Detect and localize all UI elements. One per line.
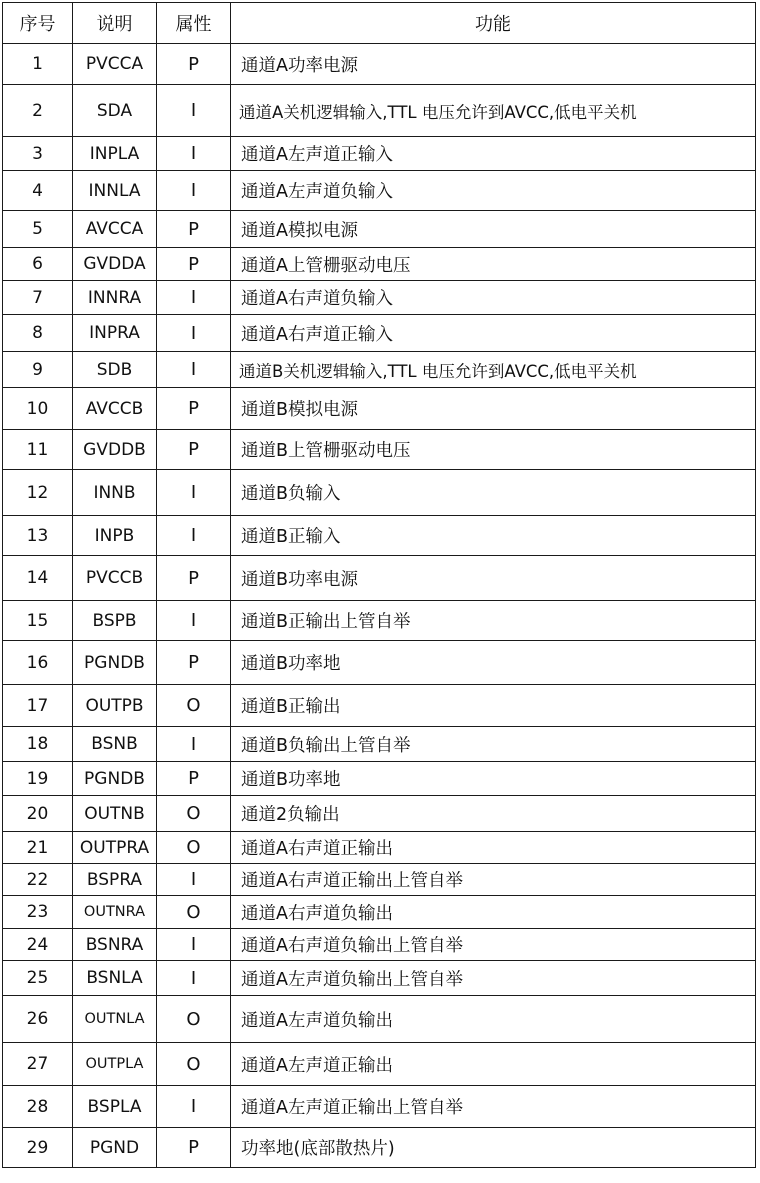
table-row [3, 137, 756, 171]
pin-attribute: O [157, 1043, 231, 1086]
pin-function: 通道A左声道正输入 [231, 137, 756, 171]
pin-name: BSPLA [73, 1086, 157, 1128]
pin-attribute: P [157, 762, 231, 796]
pin-attribute: I [157, 1086, 231, 1128]
pin-function: 通道B正输入 [231, 516, 756, 556]
pin-attribute: O [157, 685, 231, 727]
pin-function: 通道B功率地 [231, 641, 756, 685]
pin-name: GVDDA [73, 248, 157, 281]
pin-name: INNRA [73, 281, 157, 315]
table-row [3, 796, 756, 832]
pin-name: OUTNB [73, 796, 157, 832]
table-row [3, 601, 756, 641]
pin-attribute: P [157, 388, 231, 430]
pin-name: PGNDB [73, 641, 157, 685]
pin-attribute: I [157, 727, 231, 762]
pin-number: 24 [3, 929, 73, 961]
pin-attribute: I [157, 864, 231, 896]
pin-attribute: I [157, 929, 231, 961]
pin-number: 11 [3, 430, 73, 470]
pin-number: 8 [3, 315, 73, 352]
pin-attribute: O [157, 996, 231, 1043]
pin-name: AVCCA [73, 211, 157, 248]
table-row [3, 641, 756, 685]
table-row [3, 1043, 756, 1086]
pin-function: 通道A左声道负输出上管自举 [231, 961, 756, 996]
pin-name: INPB [73, 516, 157, 556]
pin-attribute: P [157, 211, 231, 248]
pin-attribute: O [157, 896, 231, 929]
pin-name: PVCCA [73, 44, 157, 85]
table-row [3, 1086, 756, 1128]
pin-number: 15 [3, 601, 73, 641]
table-row [3, 685, 756, 727]
table-row [3, 961, 756, 996]
table-row [3, 1128, 756, 1168]
table-row [3, 556, 756, 601]
table-row [3, 762, 756, 796]
pin-attribute: P [157, 44, 231, 85]
pin-function: 通道A上管栅驱动电压 [231, 248, 756, 281]
table-row [3, 388, 756, 430]
pin-number: 20 [3, 796, 73, 832]
pin-number: 29 [3, 1128, 73, 1168]
pin-attribute: I [157, 516, 231, 556]
pin-number: 10 [3, 388, 73, 430]
pin-number: 26 [3, 996, 73, 1043]
pin-function: 通道B功率电源 [231, 556, 756, 601]
pin-number: 9 [3, 352, 73, 388]
pin-name: AVCCB [73, 388, 157, 430]
header-attr: 属性 [157, 3, 231, 44]
pin-number: 16 [3, 641, 73, 685]
pin-attribute: I [157, 601, 231, 641]
pin-number: 5 [3, 211, 73, 248]
pin-name: SDA [73, 85, 157, 137]
pin-function: 通道B功率地 [231, 762, 756, 796]
pin-number: 13 [3, 516, 73, 556]
pin-number: 12 [3, 470, 73, 516]
pin-number: 3 [3, 137, 73, 171]
pin-name: OUTNRA [73, 896, 157, 929]
table-row [3, 430, 756, 470]
table-row [3, 996, 756, 1043]
pin-attribute: I [157, 137, 231, 171]
pin-function: 通道B关机逻辑输入,TTL 电压允许到AVCC,低电平关机 [231, 352, 756, 388]
table-row [3, 85, 756, 137]
table-row [3, 281, 756, 315]
pin-number: 17 [3, 685, 73, 727]
pin-number: 1 [3, 44, 73, 85]
pin-attribute: O [157, 796, 231, 832]
pin-function: 通道A模拟电源 [231, 211, 756, 248]
pin-function: 通道B正输出 [231, 685, 756, 727]
pin-number: 6 [3, 248, 73, 281]
table-row [3, 832, 756, 864]
pin-attribute: I [157, 85, 231, 137]
header-func: 功能 [231, 3, 756, 44]
pin-name: BSPB [73, 601, 157, 641]
pin-name: GVDDB [73, 430, 157, 470]
pin-attribute: I [157, 171, 231, 211]
pin-function: 通道A功率电源 [231, 44, 756, 85]
pin-function: 通道A右声道正输入 [231, 315, 756, 352]
pin-number: 28 [3, 1086, 73, 1128]
pin-name: INPRA [73, 315, 157, 352]
pin-function: 通道A左声道正输出 [231, 1043, 756, 1086]
pin-name: PGND [73, 1128, 157, 1168]
pin-attribute: P [157, 641, 231, 685]
pin-number: 4 [3, 171, 73, 211]
pin-number: 22 [3, 864, 73, 896]
pin-attribute: P [157, 430, 231, 470]
pin-attribute: I [157, 281, 231, 315]
table-row [3, 352, 756, 388]
pin-description-table [2, 2, 756, 1168]
pin-name: BSNB [73, 727, 157, 762]
pin-number: 27 [3, 1043, 73, 1086]
pin-number: 19 [3, 762, 73, 796]
table-row [3, 864, 756, 896]
pin-name: PGNDB [73, 762, 157, 796]
header-name: 说明 [73, 3, 157, 44]
table-row [3, 171, 756, 211]
pin-rows [3, 44, 756, 1168]
pin-number: 7 [3, 281, 73, 315]
pin-function: 通道A右声道正输出上管自举 [231, 864, 756, 896]
pin-function: 通道A右声道负输出上管自举 [231, 929, 756, 961]
pin-name: PVCCB [73, 556, 157, 601]
pin-number: 2 [3, 85, 73, 137]
pin-function: 通道A左声道负输出 [231, 996, 756, 1043]
pin-attribute: P [157, 556, 231, 601]
pin-attribute: I [157, 315, 231, 352]
pin-name: OUTPB [73, 685, 157, 727]
pin-name: BSPRA [73, 864, 157, 896]
pin-function: 通道A左声道正输出上管自举 [231, 1086, 756, 1128]
table-row [3, 211, 756, 248]
pin-number: 25 [3, 961, 73, 996]
table-row [3, 727, 756, 762]
header-no: 序号 [3, 3, 73, 44]
pin-number: 18 [3, 727, 73, 762]
header-row [3, 3, 756, 44]
pin-number: 21 [3, 832, 73, 864]
pin-function: 通道A关机逻辑输入,TTL 电压允许到AVCC,低电平关机 [231, 85, 756, 137]
pin-function: 通道A右声道负输出 [231, 896, 756, 929]
pin-attribute: P [157, 1128, 231, 1168]
table-row [3, 248, 756, 281]
table-row [3, 44, 756, 85]
pin-attribute: I [157, 470, 231, 516]
pin-function: 通道B上管栅驱动电压 [231, 430, 756, 470]
pin-function: 通道2负输出 [231, 796, 756, 832]
table-row [3, 896, 756, 929]
pin-attribute: I [157, 961, 231, 996]
pin-function: 功率地(底部散热片) [231, 1128, 756, 1168]
pin-name: INPLA [73, 137, 157, 171]
table-row [3, 470, 756, 516]
pin-function: 通道B模拟电源 [231, 388, 756, 430]
pin-name: OUTPLA [73, 1043, 157, 1086]
pin-function: 通道B正输出上管自举 [231, 601, 756, 641]
pin-function: 通道A右声道负输入 [231, 281, 756, 315]
table-row [3, 516, 756, 556]
pin-function: 通道A左声道负输入 [231, 171, 756, 211]
pin-number: 23 [3, 896, 73, 929]
pin-function: 通道B负输入 [231, 470, 756, 516]
pin-name: OUTPRA [73, 832, 157, 864]
pin-function: 通道A右声道正输出 [231, 832, 756, 864]
pin-attribute: P [157, 248, 231, 281]
pin-function: 通道B负输出上管自举 [231, 727, 756, 762]
pin-number: 14 [3, 556, 73, 601]
pin-name: BSNLA [73, 961, 157, 996]
pin-name: SDB [73, 352, 157, 388]
pin-name: INNB [73, 470, 157, 516]
pin-name: OUTNLA [73, 996, 157, 1043]
pin-attribute: O [157, 832, 231, 864]
pin-name: INNLA [73, 171, 157, 211]
table-row [3, 929, 756, 961]
pin-attribute: I [157, 352, 231, 388]
pin-name: BSNRA [73, 929, 157, 961]
table-row [3, 315, 756, 352]
